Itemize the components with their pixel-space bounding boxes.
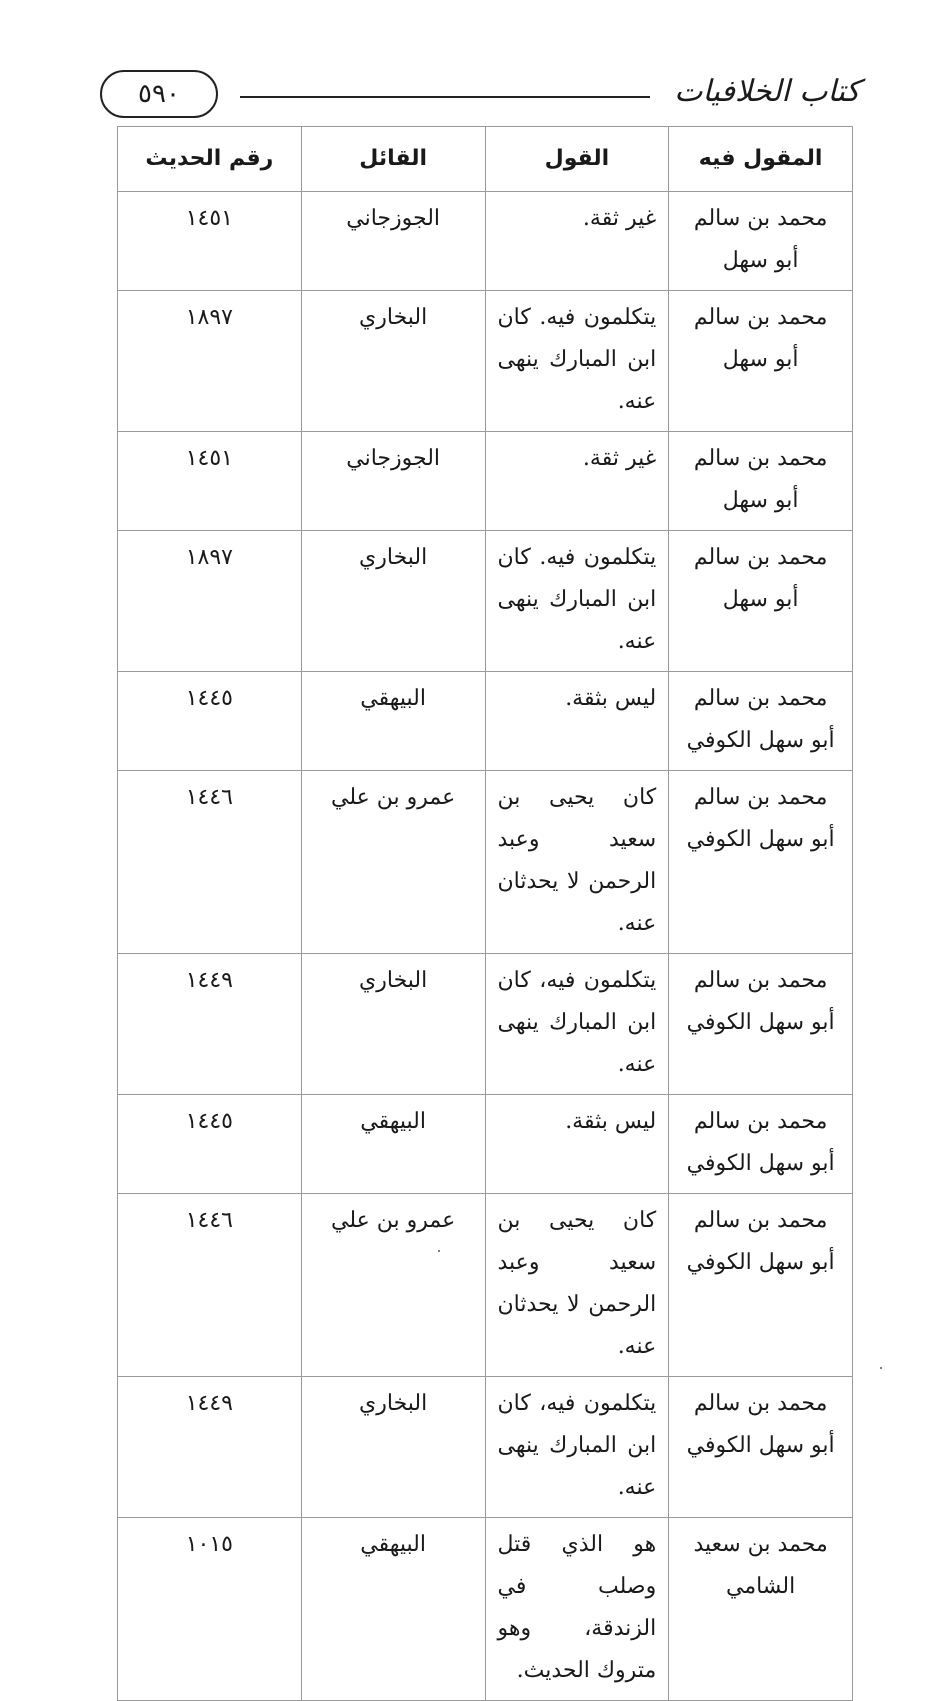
table-row <box>118 954 853 1095</box>
table-row <box>118 1518 853 1701</box>
cell-speaker: عمرو بن علي <box>301 1194 485 1377</box>
cell-hadith-number: ١٤٤٩ <box>118 954 302 1095</box>
cell-speaker: البخاري <box>301 531 485 672</box>
table-body <box>118 192 853 1701</box>
cell-subject: محمد بن سعيد الشامي <box>669 1518 853 1701</box>
cell-hadith-number: ١٤٥١ <box>118 192 302 291</box>
cell-subject: محمد بن سالم أبو سهل <box>669 192 853 291</box>
cell-speaker: البخاري <box>301 291 485 432</box>
header-subject: المقول فيه <box>669 127 853 192</box>
cell-speaker: البيهقي <box>301 1095 485 1194</box>
table-row <box>118 1095 853 1194</box>
cell-speaker: البخاري <box>301 1377 485 1518</box>
cell-speaker: البيهقي <box>301 672 485 771</box>
table-row <box>118 291 853 432</box>
cell-speaker: البيهقي <box>301 1518 485 1701</box>
cell-hadith-number: ١٤٤٥ <box>118 1095 302 1194</box>
header-hadith-number: رقم الحديث <box>118 127 302 192</box>
cell-quote: كان يحيى بن سعيد وعبد الرحمن لا يحدثان عنه. <box>485 1194 669 1377</box>
cell-quote: غير ثقة. <box>485 432 669 531</box>
cell-hadith-number: ١٤٤٦ <box>118 771 302 954</box>
cell-speaker: الجوزجاني <box>301 432 485 531</box>
table-row <box>118 432 853 531</box>
page-number: ٥٩٠ <box>138 79 180 109</box>
cell-speaker: الجوزجاني <box>301 192 485 291</box>
table-row <box>118 771 853 954</box>
cell-quote: ليس بثقة. <box>485 1095 669 1194</box>
table-row <box>118 672 853 771</box>
header-quote: القول <box>485 127 669 192</box>
cell-subject: محمد بن سالم أبو سهل <box>669 432 853 531</box>
cell-hadith-number: ١٤٤٥ <box>118 672 302 771</box>
cell-subject: محمد بن سالم أبو سهل الكوفي <box>669 672 853 771</box>
page-header <box>100 64 860 120</box>
table-row <box>118 1377 853 1518</box>
cell-hadith-number: ١٨٩٧ <box>118 531 302 672</box>
cell-subject: محمد بن سالم أبو سهل الكوفي <box>669 954 853 1095</box>
cell-quote: يتكلمون فيه، كان ابن المبارك ينهى عنه. <box>485 954 669 1095</box>
table-row <box>118 1194 853 1377</box>
table-row <box>118 192 853 291</box>
book-title: كتاب الخلافيات <box>674 74 860 109</box>
cell-subject: محمد بن سالم أبو سهل <box>669 291 853 432</box>
table-row <box>118 531 853 672</box>
cell-hadith-number: ١٤٥١ <box>118 432 302 531</box>
cell-subject: محمد بن سالم أبو سهل الكوفي <box>669 771 853 954</box>
cell-quote: يتكلمون فيه. كان ابن المبارك ينهى عنه. <box>485 291 669 432</box>
cell-subject: محمد بن سالم أبو سهل الكوفي <box>669 1194 853 1377</box>
speck <box>880 1367 882 1369</box>
table-header-row <box>118 127 853 192</box>
cell-quote: هو الذي قتل وصلب في الزندقة، وهو متروك الحديث. <box>485 1518 669 1701</box>
page-number-badge <box>100 70 218 118</box>
cell-speaker: عمرو بن علي <box>301 771 485 954</box>
cell-quote: يتكلمون فيه، كان ابن المبارك ينهى عنه. <box>485 1377 669 1518</box>
cell-subject: محمد بن سالم أبو سهل الكوفي <box>669 1377 853 1518</box>
cell-quote: ليس بثقة. <box>485 672 669 771</box>
cell-hadith-number: ١٤٤٦ <box>118 1194 302 1377</box>
cell-subject: محمد بن سالم أبو سهل <box>669 531 853 672</box>
cell-speaker: البخاري <box>301 954 485 1095</box>
cell-quote: كان يحيى بن سعيد وعبد الرحمن لا يحدثان عنه. <box>485 771 669 954</box>
cell-quote: يتكلمون فيه. كان ابن المبارك ينهى عنه. <box>485 531 669 672</box>
header-rule <box>240 96 650 98</box>
narrators-table <box>117 126 853 1701</box>
cell-hadith-number: ١٨٩٧ <box>118 291 302 432</box>
cell-subject: محمد بن سالم أبو سهل الكوفي <box>669 1095 853 1194</box>
header-speaker: القائل <box>301 127 485 192</box>
speck <box>438 1250 440 1252</box>
cell-quote: غير ثقة. <box>485 192 669 291</box>
cell-hadith-number: ١٤٤٩ <box>118 1377 302 1518</box>
cell-hadith-number: ١٠١٥ <box>118 1518 302 1701</box>
